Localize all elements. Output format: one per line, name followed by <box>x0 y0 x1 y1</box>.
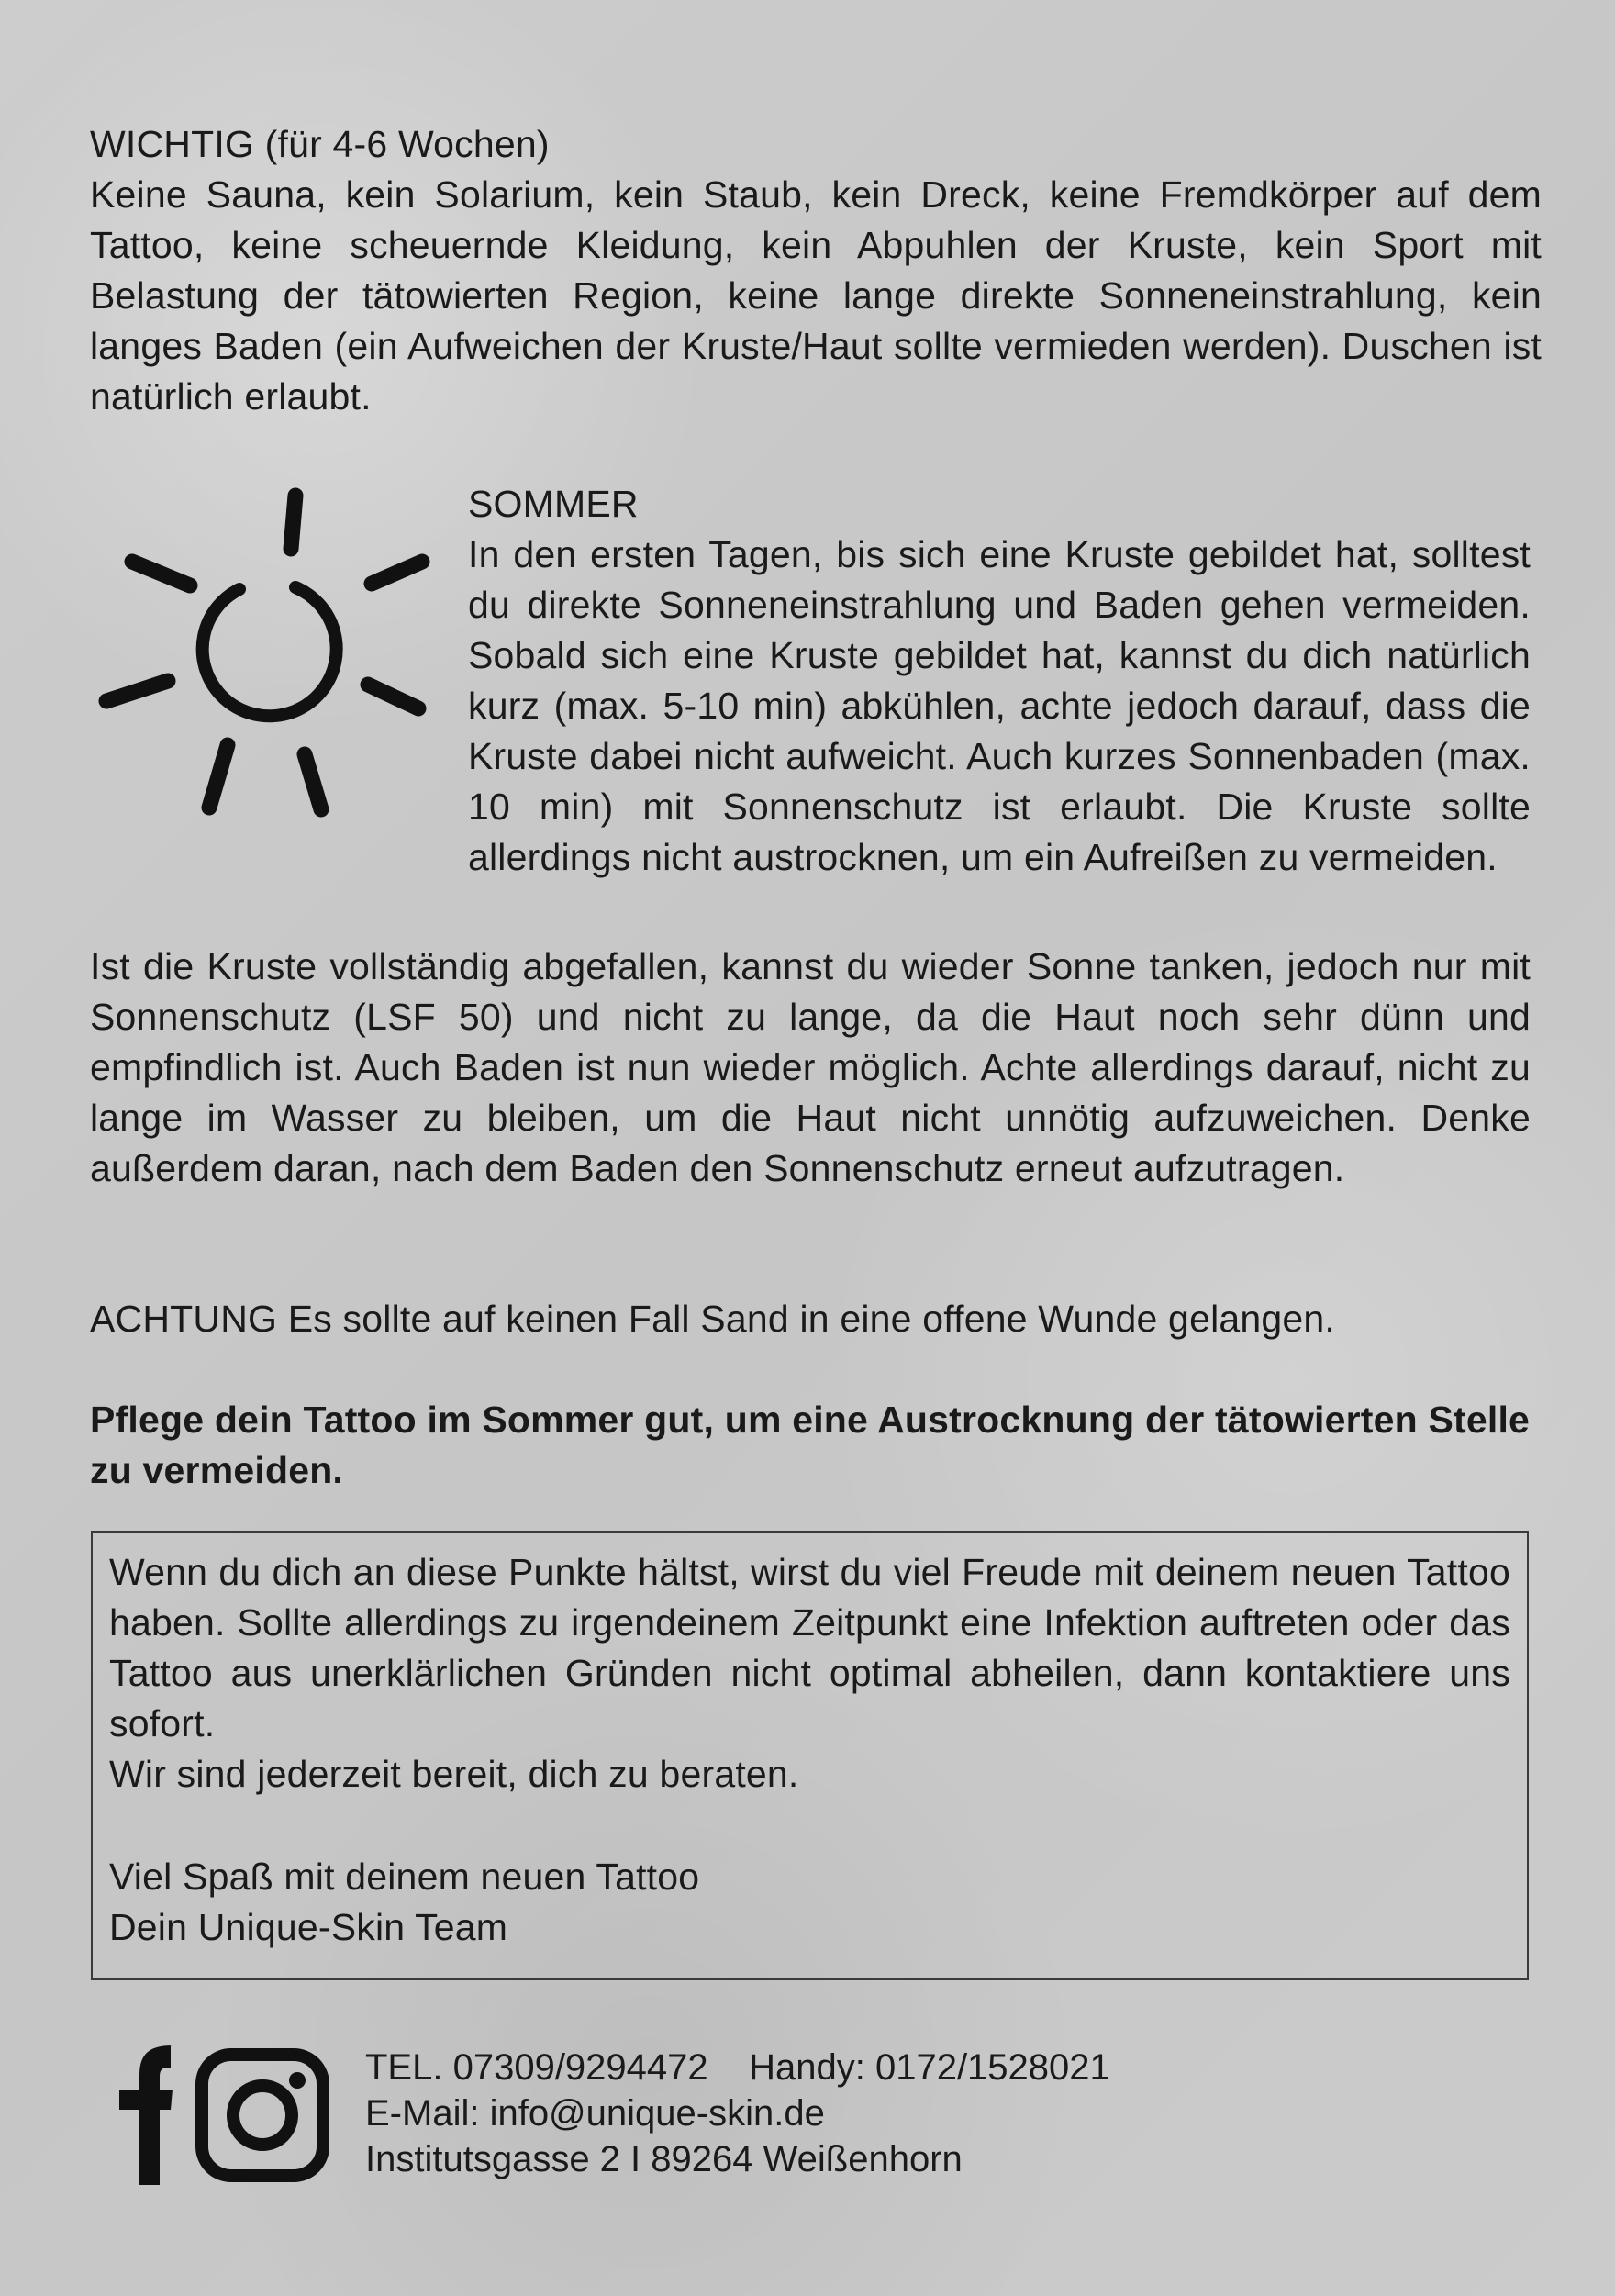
closing-box <box>91 1531 1529 1980</box>
sommer-continued-text: Ist die Kruste vollständig abgefallen, kannst du wieder Sonne tanken, jedoch nur mit Sonnenschutz (LSF 50) und nicht zu lange, da die Haut noch sehr dünn und empfindlich ist. Auch Baden ist nun wieder möglich. Achte allerdings darauf, nicht zu lange im Wasser zu bleiben, um die Haut nicht unnötig aufzuweichen. Denke außerdem daran, nach dem Baden den Sonnenschutz erneut aufzutragen. <box>90 945 1531 1189</box>
sommer-heading: SOMMER <box>468 483 639 525</box>
closing-text-block <box>109 1547 1510 1800</box>
instagram-icon[interactable] <box>202 2055 323 2176</box>
wichtig-heading: WICHTIG (für 4-6 Wochen) <box>90 123 550 165</box>
contact-phone[interactable]: TEL. 07309/9294472 Handy: 0172/1528021 <box>365 2047 1110 2088</box>
signature-line-1: Viel Spaß mit deinem neuen Tattoo <box>109 1856 700 1898</box>
achtung-label: ACHTUNG <box>90 1298 278 1340</box>
contact-address: Institutsgasse 2 I 89264 Weißenhorn <box>365 2139 963 2179</box>
contact-info <box>365 2045 1466 2182</box>
closing-text: Wenn du dich an diese Punkte hältst, wirst du viel Freude mit deinem neuen Tattoo haben. Sollte allerdings zu irgendeinem Zeitpunkt eine Infektion auftreten oder das Tattoo aus unerklärlichen Gründen nicht optimal abheilen, dann kontaktiere uns sofort. <box>109 1551 1510 1744</box>
achtung-notice <box>90 1294 1558 1344</box>
signature-line-2: Dein Unique-Skin Team <box>109 1906 508 1948</box>
facebook-icon[interactable] <box>119 2045 173 2185</box>
pflege-note: Pflege dein Tattoo im Sommer gut, um eine Austrocknung der tätowierten Stelle zu vermeiden. <box>90 1399 1531 1491</box>
closing-signature <box>109 1852 1510 1953</box>
wichtig-text: Keine Sauna, kein Solarium, kein Staub, kein Dreck, keine Fremdkörper auf dem Tattoo, keine scheuernde Kleidung, kein Abpuhlen der Kruste, kein Sport mit Belastung der tätowierten Region, keine lange direkte Sonneneinstrahlung, kein langes Baden (ein Aufweichen der Kruste/Haut sollte vermieden werden). Duschen ist natürlich erlaubt. <box>90 173 1542 418</box>
sommer-section <box>468 479 1531 883</box>
closing-text-2: Wir sind jederzeit bereit, dich zu beraten. <box>109 1753 799 1795</box>
social-icons <box>90 2042 347 2189</box>
achtung-text: Es sollte auf keinen Fall Sand in eine offene Wunde gelangen. <box>277 1298 1335 1340</box>
contact-email[interactable]: E-Mail: info@unique-skin.de <box>365 2093 825 2134</box>
sun-icon <box>88 477 446 835</box>
wichtig-section <box>90 119 1542 422</box>
sommer-text: In den ersten Tagen, bis sich eine Kruste gebildet hat, solltest du direkte Sonneneinstrahlung und Baden gehen vermeiden. Sobald sich eine Kruste gebildet hat, kannst du dich natürlich kurz (max. 5-10 min) abkühlen, achte jedoch darauf, dass die Kruste dabei nicht aufweicht. Auch kurzes Sonnenbaden (max. 10 min) mit Sonnenschutz ist erlaubt. Die Kruste sollte allerdings nicht austrocknen, um ein Aufreißen zu vermeiden. <box>468 533 1531 878</box>
